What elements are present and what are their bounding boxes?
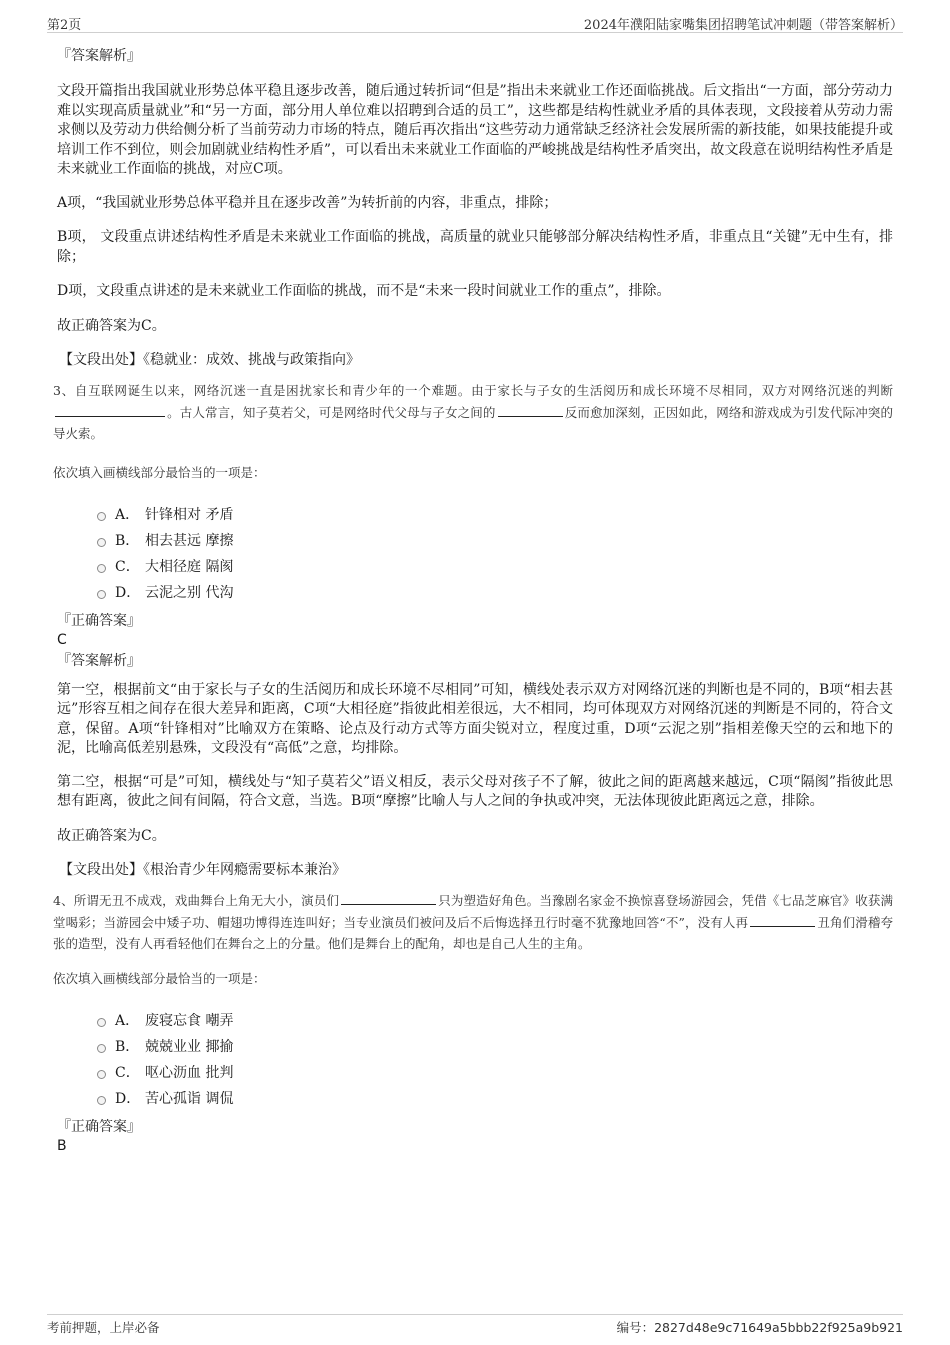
source-citation: 【文段出处】《稳就业：成效、挑战与政策指向》 <box>59 352 360 368</box>
option-b[interactable]: B． 相去甚远 摩擦 <box>97 527 893 553</box>
option-c[interactable]: C． 大相径庭 隔阂 <box>97 553 893 579</box>
document-id: 编号：2827d48e9c71649a5bbb22f925a9b921 <box>616 1320 903 1335</box>
analysis-option-b: B项， 文段重点讲述结构性矛盾是未来就业工作面临的挑战，高质量的就业只能够部分解决结构性矛盾，非重点且“关键”无中生有，排除； <box>57 229 893 265</box>
analysis-option-d: D项，文段重点讲述的是未来就业工作面临的挑战，而不是“未来一段时间就业工作的重点”，排除。 <box>57 283 671 299</box>
option-d[interactable]: D． 云泥之别 代沟 <box>97 579 893 605</box>
question-3-prompt: 依次填入画横线部分最恰当的一项是： <box>53 464 266 480</box>
blank-2 <box>498 402 563 417</box>
option-a[interactable]: A． 废寝忘食 嘲弄 <box>97 1007 893 1033</box>
radio-icon[interactable] <box>97 512 106 521</box>
correct-answer-label: 『正确答案』 <box>57 1118 141 1135</box>
radio-icon[interactable] <box>97 538 106 547</box>
question-3-options <box>97 501 893 605</box>
question-4-text: 4、所谓无丑不成戏，戏曲舞台上角无大小，演员们 只为塑造好角色。当豫剧名家金不换惊喜登场游园会，凭借《七品芝麻官》收获满堂喝彩；当游园会中矮子功、帽翅功博得连连叫好；当专业演员们被问及后不后悔选择丑行时毫不犹豫地回答“不”，没有人再 丑角们滑稽夸张的造型，没有人再看轻他们在舞台之上的分量。他们是舞台上的配角，却也是自己人生的主角。 <box>53 890 893 955</box>
radio-icon[interactable] <box>97 590 106 599</box>
question-3-text: 3、自互联网诞生以来，网络沉迷一直是困扰家长和青少年的一个难题。由于家长与子女的生活阅历和成长环境不尽相同，双方对网络沉迷的判断。古人常言，知子莫若父，可是网络时代父母与子女之间的 反而愈加深刻，正因如此，网络和游戏成为引发代际冲突的导火索。 <box>53 383 893 441</box>
analysis-conclusion: 故正确答案为C。 <box>57 827 166 844</box>
radio-icon[interactable] <box>97 1096 106 1105</box>
blank-1 <box>55 402 165 417</box>
radio-icon[interactable] <box>97 1044 106 1053</box>
option-a[interactable]: A． 针锋相对 矛盾 <box>97 501 893 527</box>
correct-answer-label: 『正确答案』 <box>57 612 141 629</box>
blank-1 <box>341 890 436 905</box>
radio-icon[interactable] <box>97 1070 106 1079</box>
page-header <box>47 12 903 33</box>
analysis-paragraph-1: 第一空，根据前文“由于家长与子女的生活阅历和成长环境不尽相同”可知，横线处表示双方对网络沉迷的判断也是不同的，B项“相去甚远”形容互相之间存在很大差异和距离，C项“大相径庭”指彼此相差很远，大不相同，均可体现双方对网络沉迷的判断是不同的，符合文意，保留。A项“针锋相对”比喻双方在策略、论点及行动方式等方面尖锐对立，程度过重，D项“云泥之别”指相差像天空的云和地下的泥，比喻高低差别悬殊，文段没有“高低”之意，均排除。 <box>57 681 893 756</box>
footer-slogan: 考前押题，上岸必备 <box>47 1320 160 1335</box>
source-citation: 【文段出处】《根治青少年网瘾需要标本兼治》 <box>59 862 346 878</box>
analysis-conclusion: 故正确答案为C。 <box>57 317 166 334</box>
correct-answer: C <box>57 631 67 648</box>
question-4-options <box>97 1007 893 1111</box>
analysis-paragraph: 文段开篇指出我国就业形势总体平稳且逐步改善，随后通过转折词“但是”指出未来就业工作还面临挑战。后文指出“一方面，部分劳动力难以实现高质量就业”和“另一方面，部分用人单位难以招聘到合适的员工”，这些都是结构性就业矛盾的具体表现，文段接着从劳动力需求侧以及劳动力供给侧分析了当前劳动力市场的特点，随后再次指出“这些劳动力通常缺乏经济社会发展所需的新技能，如果技能提升或培训工作不到位，则会加剧就业结构性矛盾”，可以看出未来就业工作面临的严峻挑战是结构性矛盾突出，故文段意在说明结构性矛盾是未来就业工作面临的挑战，对应C项。 <box>57 83 893 177</box>
page-number: 第2页 <box>47 18 82 33</box>
radio-icon[interactable] <box>97 1018 106 1027</box>
document-title: 2024年濮阳陆家嘴集团招聘笔试冲刺题（带答案解析） <box>583 18 903 33</box>
option-d[interactable]: D． 苦心孤诣 调侃 <box>97 1085 893 1111</box>
option-b[interactable]: B． 兢兢业业 揶揄 <box>97 1033 893 1059</box>
analysis-label: 『答案解析』 <box>57 652 141 669</box>
analysis-option-a: A项，“我国就业形势总体平稳并且在逐步改善”为转折前的内容，非重点，排除； <box>57 194 558 211</box>
blank-2 <box>750 912 815 927</box>
document-body <box>53 46 893 1155</box>
correct-answer: B <box>57 1137 67 1154</box>
option-c[interactable]: C． 呕心沥血 批判 <box>97 1059 893 1085</box>
question-4-prompt: 依次填入画横线部分最恰当的一项是： <box>53 970 266 986</box>
analysis-paragraph-2: 第二空，根据“可是”可知，横线处与“知子莫若父”语义相反，表示父母对孩子不了解，彼此之间的距离越来越远，C项“隔阂”指彼此思想有距离，彼此之间有间隔，符合文意，当选。B项“摩擦”比喻人与人之间的争执或冲突，无法体现彼此距离远之意，排除。 <box>57 773 893 809</box>
page-footer <box>47 1314 903 1335</box>
analysis-label: 『答案解析』 <box>57 48 141 64</box>
radio-icon[interactable] <box>97 564 106 573</box>
